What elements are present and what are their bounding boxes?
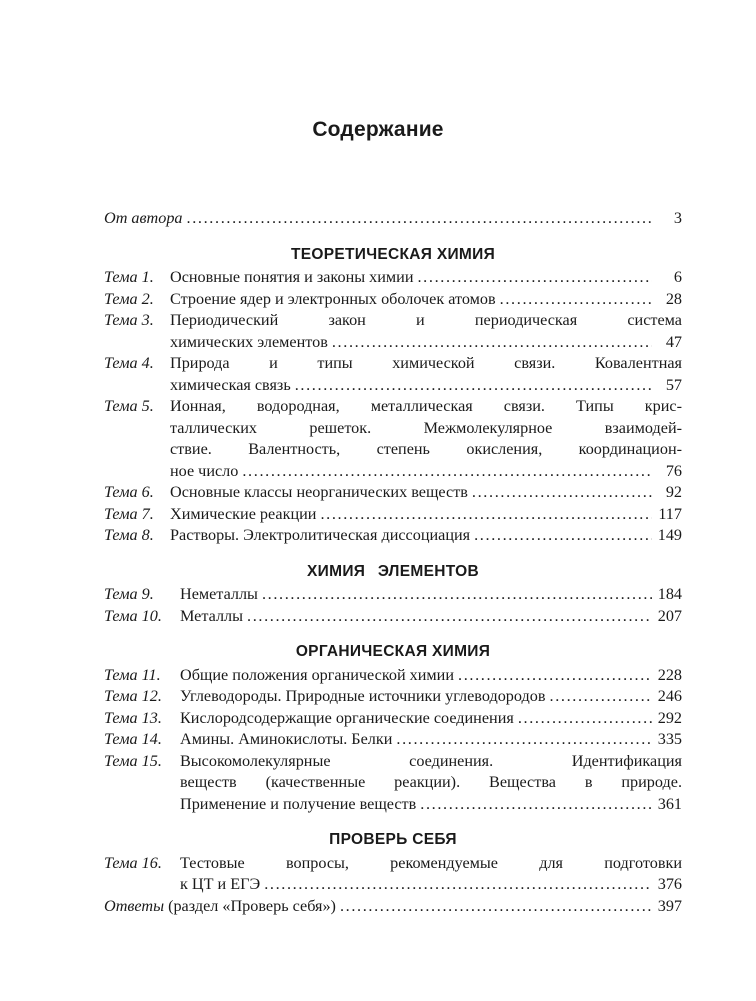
toc-entry[interactable] xyxy=(104,482,682,504)
toc-page-number: 335 xyxy=(657,730,682,748)
leader-dots xyxy=(295,375,652,397)
toc-page-number: 361 xyxy=(657,794,682,813)
leader-dots xyxy=(332,332,652,354)
toc-entry-text: Основные классы неорганических веществ xyxy=(170,483,468,501)
toc-entry-label: Тема 14. xyxy=(104,730,162,748)
toc-entry-text: химических элементов xyxy=(170,332,328,351)
toc-entry-text: веществ (качественные реакции). Вещества в природе. xyxy=(180,773,682,791)
leader-dots xyxy=(518,708,652,730)
toc-entry[interactable] xyxy=(104,310,682,353)
toc-entry-text: Применение и получение веществ xyxy=(180,794,417,813)
toc-page-number: 28 xyxy=(665,289,682,308)
toc-entry-label: Тема 8. xyxy=(104,526,154,544)
toc-entry-label: Тема 11. xyxy=(104,665,161,684)
toc-entry-label: Ответы xyxy=(104,896,165,915)
toc-entry-text: таллических решеток. Межмолекулярное взаимодей- xyxy=(170,418,682,437)
toc-page-number: 376 xyxy=(657,875,682,893)
toc-entry[interactable] xyxy=(104,525,682,547)
leader-dots xyxy=(472,482,652,504)
toc-page-number: 207 xyxy=(657,606,682,625)
page-title: Содержание xyxy=(312,118,444,141)
toc-entry-text: Металлы xyxy=(180,606,243,625)
section-heading: ХИМИЯ ЭЛЕМЕНТОВ xyxy=(307,562,479,580)
toc-entry-text: Кислородсодержащие органические соединения xyxy=(180,708,514,727)
section-heading: ПРОВЕРЬ СЕБЯ xyxy=(329,831,457,848)
toc-entry-text: Природа и типы химической связи. Ковалентная xyxy=(170,354,682,372)
toc-page-number: 397 xyxy=(657,896,682,915)
toc-entry-label: От автора xyxy=(104,209,183,227)
leader-dots xyxy=(417,267,652,289)
toc-entry-intro[interactable] xyxy=(104,208,682,230)
toc-page-number: 246 xyxy=(657,687,682,705)
leader-dots xyxy=(242,461,652,483)
toc-entry-text: Углеводороды. Природные источники углеводородов xyxy=(180,687,546,705)
toc-entry-label: Тема 4. xyxy=(104,354,154,372)
toc-entry[interactable] xyxy=(104,289,682,311)
table-of-contents xyxy=(104,208,682,917)
toc-entry-text: Растворы. Электролитическая диссоциация xyxy=(170,526,471,544)
toc-entry-text: Неметаллы xyxy=(180,585,258,603)
leader-dots xyxy=(500,289,652,311)
leader-dots xyxy=(396,729,652,751)
toc-entry[interactable] xyxy=(104,686,682,708)
toc-entry-label: Тема 9. xyxy=(104,585,154,603)
toc-entry-label: Тема 1. xyxy=(104,268,154,286)
leader-dots xyxy=(458,665,652,687)
section-heading: ТЕОРЕТИЧЕСКАЯ ХИМИЯ xyxy=(290,245,496,263)
toc-entry-text: Общие положения органической химии xyxy=(180,665,454,684)
toc-entry-text: ствие. Валентность, степень окисления, координацион- xyxy=(170,440,682,458)
toc-entry-text: к ЦТ и ЕГЭ xyxy=(180,875,261,893)
toc-entry[interactable] xyxy=(104,606,682,628)
toc-page-number: 117 xyxy=(658,504,682,523)
toc-entry-text: Высокомолекулярные соединения. Идентификация xyxy=(180,751,682,770)
toc-entry-text: Основные понятия и законы химии xyxy=(170,268,414,286)
leader-dots xyxy=(340,896,652,918)
toc-entry-label: Тема 6. xyxy=(104,483,154,501)
toc-page-number: 92 xyxy=(665,483,682,501)
toc-page-number: 149 xyxy=(657,526,682,544)
toc-entry-text: Периодический закон и периодическая система xyxy=(170,311,682,329)
toc-entry[interactable] xyxy=(104,665,682,687)
toc-entry-text: Тестовые вопросы, рекомендуемые для подготовки xyxy=(180,853,682,872)
leader-dots xyxy=(262,584,652,606)
toc-page-number: 292 xyxy=(657,708,682,727)
toc-entry[interactable] xyxy=(104,504,682,526)
toc-entry[interactable] xyxy=(104,853,682,896)
toc-entry-label: Тема 7. xyxy=(104,504,154,523)
toc-entry-text: Химические реакции xyxy=(170,504,317,523)
toc-entry-text: Ионная, водородная, металлическая связи. Типы крис- xyxy=(170,397,682,415)
toc-page-number: 6 xyxy=(673,268,682,286)
leader-dots xyxy=(420,794,652,816)
leader-dots xyxy=(247,606,652,628)
section-heading: ОРГАНИЧЕСКАЯ ХИМИЯ xyxy=(295,643,491,660)
toc-entry-text: (раздел «Проверь себя») xyxy=(168,896,336,915)
toc-entry[interactable] xyxy=(104,729,682,751)
toc-entry[interactable] xyxy=(104,353,682,396)
toc-entry-text: Амины. Аминокислоты. Белки xyxy=(180,730,393,748)
toc-entry[interactable] xyxy=(104,584,682,606)
toc-entry-text: Строение ядер и электронных оболочек атомов xyxy=(170,289,496,308)
toc-entry[interactable] xyxy=(104,708,682,730)
toc-entry-text: химическая связь xyxy=(170,375,291,394)
toc-page-number: 76 xyxy=(665,461,682,480)
leader-dots xyxy=(187,208,652,230)
toc-entry-answers[interactable] xyxy=(104,896,682,918)
toc-entry-label: Тема 3. xyxy=(104,311,154,329)
toc-entry-label: Тема 15. xyxy=(104,751,162,770)
toc-entry-label: Тема 12. xyxy=(104,687,162,705)
leader-dots xyxy=(474,525,652,547)
toc-page-number: 184 xyxy=(657,585,682,603)
toc-entry-label: Тема 13. xyxy=(104,708,162,727)
toc-page-number: 47 xyxy=(665,332,682,351)
toc-entry[interactable] xyxy=(104,751,682,816)
toc-entry[interactable] xyxy=(104,396,682,482)
toc-page-number: 3 xyxy=(673,209,682,227)
toc-page-number: 57 xyxy=(665,375,682,394)
leader-dots xyxy=(550,686,653,708)
toc-entry-label: Тема 10. xyxy=(104,606,162,625)
toc-entry-text: ное число xyxy=(170,461,239,480)
toc-entry[interactable] xyxy=(104,267,682,289)
toc-entry-label: Тема 16. xyxy=(104,853,162,872)
leader-dots xyxy=(264,874,652,896)
toc-page-number: 228 xyxy=(657,665,682,684)
toc-entry-label: Тема 2. xyxy=(104,289,154,308)
leader-dots xyxy=(320,504,652,526)
toc-entry-label: Тема 5. xyxy=(104,397,154,415)
